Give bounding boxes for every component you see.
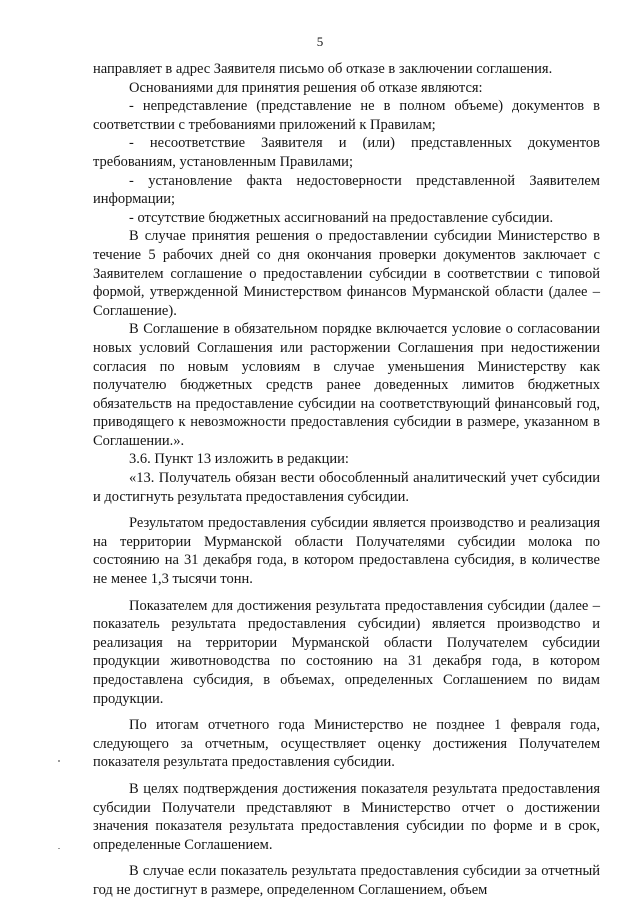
list-item: - отсутствие бюджетных ассигнований на предоставление субсидии.	[129, 209, 554, 226]
page-number: 5	[316, 34, 324, 49]
scan-speck	[58, 848, 60, 849]
scan-speck	[58, 760, 60, 762]
section-heading: 3.6. Пункт 13 изложить в редакции:	[129, 451, 349, 468]
paragraph: В случае если показатель результата предоставления субсидии за отчетный год не достигнут в размере, определенном Соглашением, объем	[93, 863, 600, 898]
document-body	[93, 60, 600, 900]
paragraph: «13. Получатель обязан вести обособленный аналитический учет субсидии и достигнуть результата предоставления субсидии.	[93, 470, 600, 505]
paragraph: В Соглашение в обязательном порядке включается условие о согласовании новых условий Соглашения или расторжении Соглашения при недостижении согласия по новым условиям в случае уменьшения Министерству как получателю бюджетных средств ранее доведенных лимитов бюджетных обязательств на предоставление субсидии на соответствующий финансовый год, приводящего к невозможности предоставления субсидии в размере, указанном в Соглашении.».	[93, 321, 600, 449]
paragraph: В целях подтверждения достижения показателя результата предоставления субсидии Получатели представляют в Министерство отчет о достижении значения показателя результата предоставления субсидии по форме и в срок, определенные Соглашением.	[93, 780, 600, 853]
paragraph: В случае принятия решения о предоставлении субсидии Министерство в течение 5 рабочих дней со дня окончания проверки документов заключает с Заявителем соглашение о предоставлении субсидии в соответствии с типовой формой, утвержденной Министерством финансов Мурманской области (далее – Соглашение).	[93, 228, 600, 319]
list-item: - установление факта недостоверности представленной Заявителем информации;	[93, 172, 600, 208]
list-item: - несоответствие Заявителя и (или) представленных документов требованиям, установленным Правилами;	[93, 135, 600, 170]
paragraph: направляет в адрес Заявителя письмо об отказе в заключении соглашения.	[93, 61, 553, 77]
paragraph: Основаниями для принятия решения об отказе являются:	[129, 79, 483, 96]
list-item: - непредставление (представление не в полном объеме) документов в соответствии с требованиями приложений к Правилам;	[93, 98, 600, 133]
paragraph: По итогам отчетного года Министерство не позднее 1 февраля года, следующего за отчетным, осуществляет оценку достижения Получателем показателя результата предоставления субсидии.	[93, 717, 600, 771]
paragraph: Показателем для достижения результата предоставления субсидии (далее – показатель результата предоставления субсидии) является производство и реализация на территории Мурманской области Получателем субсидии продукции животноводства по состоянию на 31 декабря года, в котором предоставлена субсидия, в объемах, определенных Соглашением по видам продукции.	[93, 597, 600, 707]
paragraph: Результатом предоставления субсидии является производство и реализация на территории Мурманской области Получателями субсидии молока по состоянию на 31 декабря года, в котором предоставлена субсидия, в количестве не менее 1,3 тысячи тонн.	[93, 515, 600, 588]
